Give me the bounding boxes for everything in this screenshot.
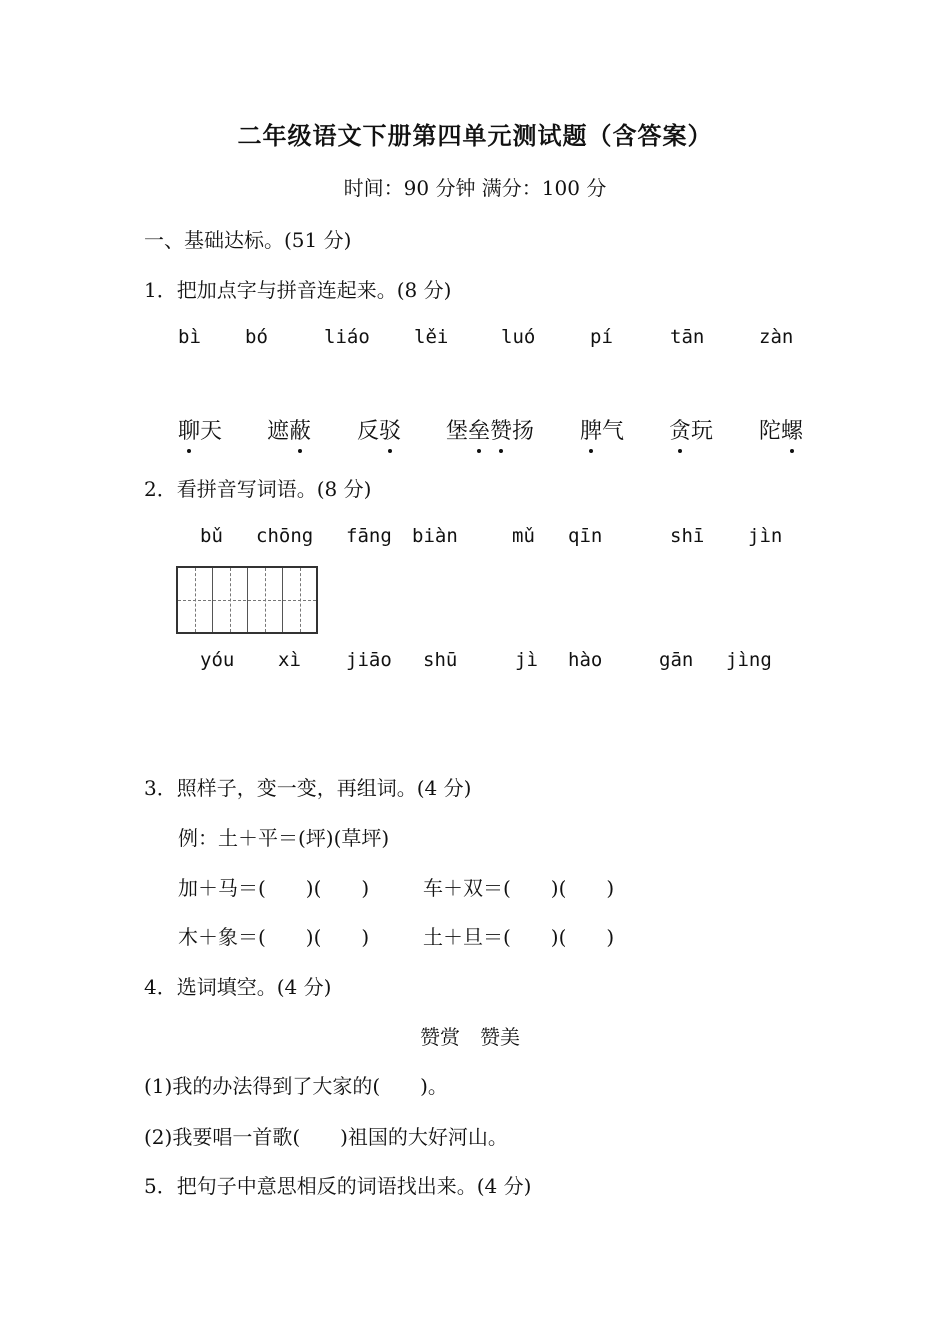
pinyin-item: bǔ (200, 525, 223, 547)
pinyin-item: jìng (726, 649, 772, 671)
word-item: 贪玩 (669, 414, 713, 445)
question-1-label: 1．把加点字与拼音连起来。(8 分) (144, 278, 452, 302)
pinyin-item: fāng (346, 525, 392, 547)
example-line: 例：土＋平＝(坪)(草坪) (178, 826, 390, 850)
pinyin-item: biàn (412, 525, 458, 547)
pinyin-item: liáo (324, 326, 370, 348)
pinyin-item: jì (515, 649, 538, 671)
question-4-label: 4．选词填空。(4 分) (144, 975, 332, 999)
word-item: 反驳 (357, 414, 401, 445)
page-title: 二年级语文下册第四单元测试题（含答案） (237, 122, 713, 150)
question-3-label: 3．照样子，变一变，再组词。(4 分) (144, 776, 472, 800)
section-heading: 一、基础达标。(51 分) (144, 228, 352, 252)
pinyin-item: luó (501, 326, 536, 348)
pinyin-item: tān (670, 326, 705, 348)
pinyin-item: pí (590, 326, 613, 348)
word-options: 赞赏 赞美 (420, 1025, 520, 1049)
word-item: 遮蔽 (267, 414, 311, 445)
fill-line[interactable]: 土＋旦＝( )( ) (423, 925, 615, 949)
pinyin-item: chōng (256, 525, 314, 547)
pinyin-item: bó (245, 326, 268, 348)
word-item: 陀螺 (759, 414, 803, 445)
exam-meta: 时间：90 分钟 满分：100 分 (343, 176, 607, 200)
pinyin-item: yóu (200, 649, 235, 671)
pinyin-item: shī (670, 525, 705, 547)
pinyin-item: lěi (414, 326, 449, 348)
word-item: 聊天 (178, 414, 222, 445)
question-2-label: 2．看拼音写词语。(8 分) (144, 477, 372, 501)
pinyin-item: qīn (568, 525, 603, 547)
pinyin-item: zàn (759, 326, 794, 348)
question-5-label: 5．把句子中意思相反的词语找出来。(4 分) (144, 1174, 532, 1198)
word-item: 堡垒赞扬 (446, 414, 534, 445)
fill-line[interactable]: 加＋马＝( )( ) (178, 876, 370, 900)
pinyin-item: mǔ (512, 525, 535, 547)
pinyin-item: bì (178, 326, 201, 348)
pinyin-item: jiāo (346, 649, 392, 671)
fill-sentence[interactable]: (2)我要唱一首歌( )祖国的大好河山。 (144, 1125, 508, 1149)
fill-line[interactable]: 木＋象＝( )( ) (178, 925, 370, 949)
writing-grid[interactable] (176, 566, 318, 634)
pinyin-item: gān (659, 649, 694, 671)
pinyin-item: shū (423, 649, 458, 671)
pinyin-item: hào (568, 649, 603, 671)
fill-sentence[interactable]: (1)我的办法得到了大家的( )。 (144, 1074, 448, 1098)
pinyin-item: jìn (748, 525, 783, 547)
word-item: 脾气 (580, 414, 624, 445)
fill-line[interactable]: 车＋双＝( )( ) (423, 876, 615, 900)
pinyin-item: xì (278, 649, 301, 671)
